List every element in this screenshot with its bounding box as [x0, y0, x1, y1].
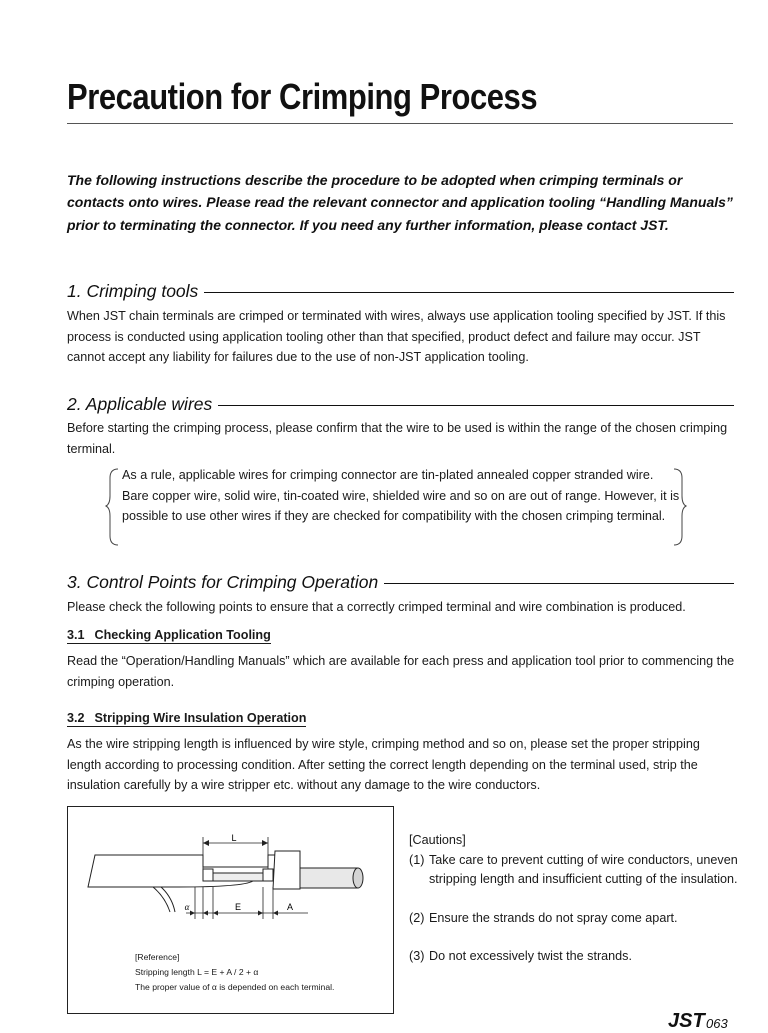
applicable-wires-note: As a rule, applicable wires for crimping connector are tin-plated annealed copper stranded wire. Bare copper wire, solid wire, tin-coated wire, shielded wire and so on are out of range. However, it is possible to use other wires if they are checked for compatibility with the chosen crimping terminal. [122, 468, 680, 524]
section-2-rule [218, 405, 734, 406]
crimp-terminal-diagram [68, 807, 393, 947]
section-1-rule [204, 292, 734, 293]
caution-number: (3) [409, 949, 425, 964]
caution-item [409, 947, 739, 967]
section-2-heading [67, 394, 734, 415]
cautions-title: [Cautions] [409, 833, 466, 847]
reference-formula: Stripping length L = E + A / 2 + α [135, 967, 259, 977]
label-E: E [234, 902, 242, 912]
title-rule [67, 123, 733, 124]
caution-text: Do not excessively twist the strands. [429, 949, 632, 964]
subsection-3-2-body: As the wire stripping length is influenced by wire style, crimping method and so on, please set the proper stripping length according to processing condition. After setting the correct length depending on the terminal used, strip the insulation carefully by a wire stripper etc. without any damage to the wire conductors. [67, 737, 700, 793]
label-L: L [231, 833, 237, 843]
section-2-body: Before starting the crimping process, please confirm that the wire to be used is within the range of the chosen crimping terminal. [67, 421, 728, 456]
caution-item [409, 851, 739, 890]
reference-title: [Reference] [135, 952, 180, 962]
subsection-3-2-title: Stripping Wire Insulation Operation [94, 711, 307, 725]
subsection-3-1-body: Read the “Operation/Handling Manuals” which are available for each press and application tool prior to commencing the crimping operation. [67, 654, 735, 689]
caution-number: (2) [409, 910, 425, 925]
page-number: 063 [706, 1016, 728, 1031]
label-alpha: α [184, 902, 190, 912]
caution-number: (1) [409, 852, 425, 867]
cautions-block [409, 831, 739, 967]
caution-text: Take care to prevent cutting of wire conductors, uneven stripping length and insufficient cutting of the insulation. [429, 852, 738, 887]
reference-block [135, 950, 334, 995]
caution-text: Ensure the strands do not spray come apart. [429, 910, 678, 925]
label-A: A [286, 902, 294, 912]
section-3-heading [67, 572, 734, 593]
reference-note: The proper value of α is depended on each terminal. [135, 982, 335, 992]
section-2-title: 2. Applicable wires [67, 394, 213, 414]
section-3-body: Please check the following points to ensure that a correctly crimped terminal and wire combination is produced. [67, 600, 686, 614]
subsection-3-1-title: Checking Application Tooling [94, 628, 271, 642]
page-title: Precaution for Crimping Process [67, 76, 538, 117]
intro-paragraph: The following instructions describe the procedure to be adopted when crimping terminals or contacts onto wires. Please read the relevant connector and application tooling “Handling Manuals” prior to terminating the connector. If you need any further information, please contact JST. [67, 172, 733, 233]
subsection-3-1-number: 3.1 [67, 628, 85, 642]
caution-item [409, 909, 739, 929]
section-3-title: 3. Control Points for Crimping Operation [67, 572, 379, 592]
subsection-3-2-number: 3.2 [67, 711, 85, 725]
section-1-heading [67, 281, 734, 302]
section-1-title: 1. Crimping tools [67, 281, 199, 301]
section-3-rule [384, 583, 734, 584]
subsection-3-1-heading [67, 628, 271, 644]
subsection-3-2-heading [67, 711, 306, 727]
section-1-body: When JST chain terminals are crimped or terminated with wires, always use application tooling specified by JST. If this process is conducted using application tooling other than that specified, product defect and failure may occur. JST cannot accept any liability for failures due to the use of non-JST application tooling. [67, 309, 726, 365]
jst-logo: JST [668, 1010, 705, 1032]
